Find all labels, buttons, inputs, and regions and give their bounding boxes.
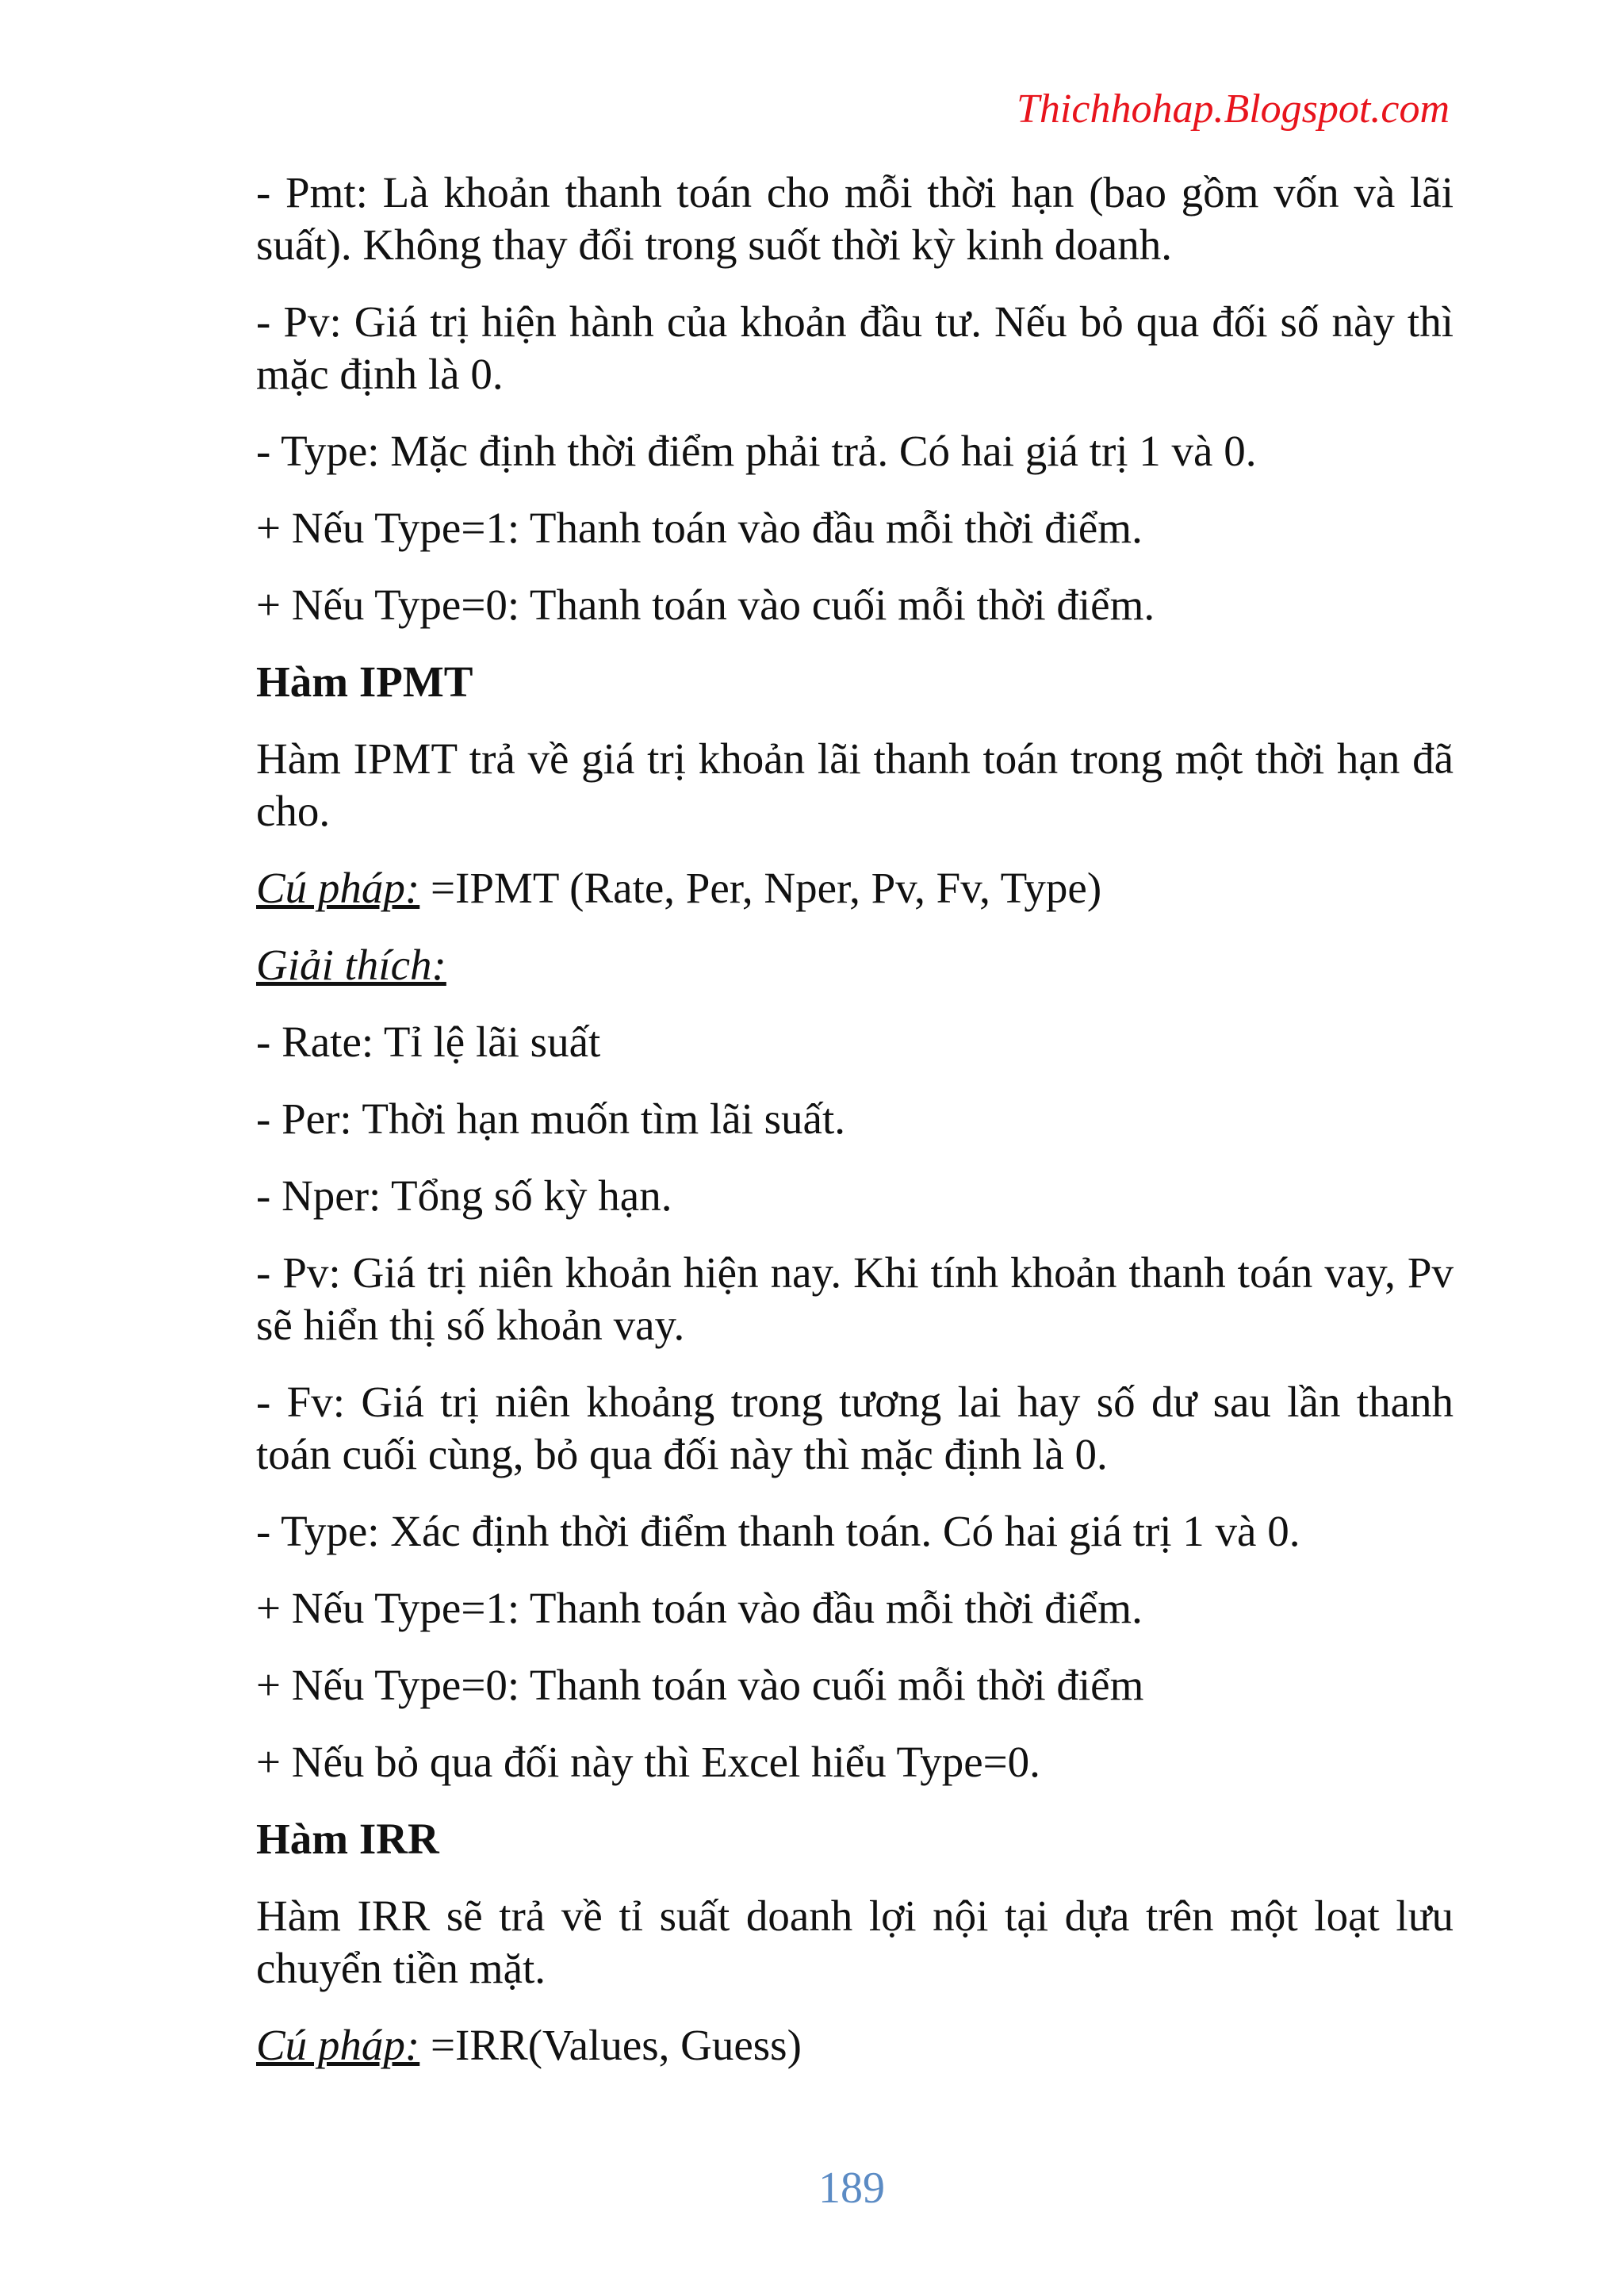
ipmt-fv: - Fv: Giá trị niên khoảng trong tương lai hay số dư sau lần thanh toán cuối cùng, bỏ qua đối này thì mặc định là 0. [256, 1378, 1454, 1478]
type-description: - Type: Mặc định thời điểm phải trả. Có hai giá trị 1 và 0. [256, 427, 1257, 475]
page-number: 189 [818, 2164, 885, 2213]
ipmt-type1: + Nếu Type=1: Thanh toán vào đầu mỗi thời điểm. [256, 1584, 1143, 1632]
syntax-formula: =IPMT (Rate, Per, Nper, Pv, Fv, Type) [419, 864, 1102, 912]
pv-description: - Pv: Giá trị hiện hành của khoản đầu tư. Nếu bỏ qua đối số này thì mặc định là 0. [256, 297, 1454, 398]
irr-intro: Hàm IRR sẽ trả về tỉ suất doanh lợi nội tại dựa trên một loạt lưu chuyển tiền mặt. [256, 1892, 1454, 1992]
type0-description: + Nếu Type=0: Thanh toán vào cuối mỗi thời điểm. [256, 581, 1155, 629]
type1-description: + Nếu Type=1: Thanh toán vào đầu mỗi thời điểm. [256, 504, 1143, 552]
ipmt-per: - Per: Thời hạn muốn tìm lãi suất. [256, 1094, 845, 1143]
syntax-label: Cú pháp: [256, 2021, 420, 2069]
page-content [256, 167, 1454, 2096]
irr-syntax [256, 2019, 1454, 2072]
ipmt-type0: + Nếu Type=0: Thanh toán vào cuối mỗi thời điểm [256, 1661, 1144, 1709]
ipmt-type: - Type: Xác định thời điểm thanh toán. Có hai giá trị 1 và 0. [256, 1507, 1300, 1555]
ipmt-skip: + Nếu bỏ qua đối này thì Excel hiểu Type=0. [256, 1738, 1040, 1786]
ipmt-pv: - Pv: Giá trị niên khoản hiện nay. Khi tính khoản thanh toán vay, Pv sẽ hiển thị số khoản vay. [256, 1248, 1454, 1349]
explain-label: Giải thích: [256, 941, 446, 989]
pmt-description: - Pmt: Là khoản thanh toán cho mỗi thời hạn (bao gồm vốn và lãi suất). Không thay đổi trong suốt thời kỳ kinh doanh. [256, 168, 1454, 269]
ipmt-nper: - Nper: Tổng số kỳ hạn. [256, 1171, 672, 1220]
section-heading-ipmt: Hàm IPMT [256, 657, 473, 706]
ipmt-intro: Hàm IPMT trả về giá trị khoản lãi thanh toán trong một thời hạn đã cho. [256, 734, 1454, 835]
ipmt-explain-label [256, 939, 1454, 991]
ipmt-syntax [256, 862, 1454, 914]
ipmt-rate: - Rate: Tỉ lệ lãi suất [256, 1018, 601, 1066]
section-heading-irr: Hàm IRR [256, 1815, 439, 1863]
header-site-name: Thichhohap.Blogspot.com [1017, 86, 1450, 132]
syntax-label: Cú pháp: [256, 864, 420, 912]
syntax-formula: =IRR(Values, Guess) [419, 2021, 802, 2069]
